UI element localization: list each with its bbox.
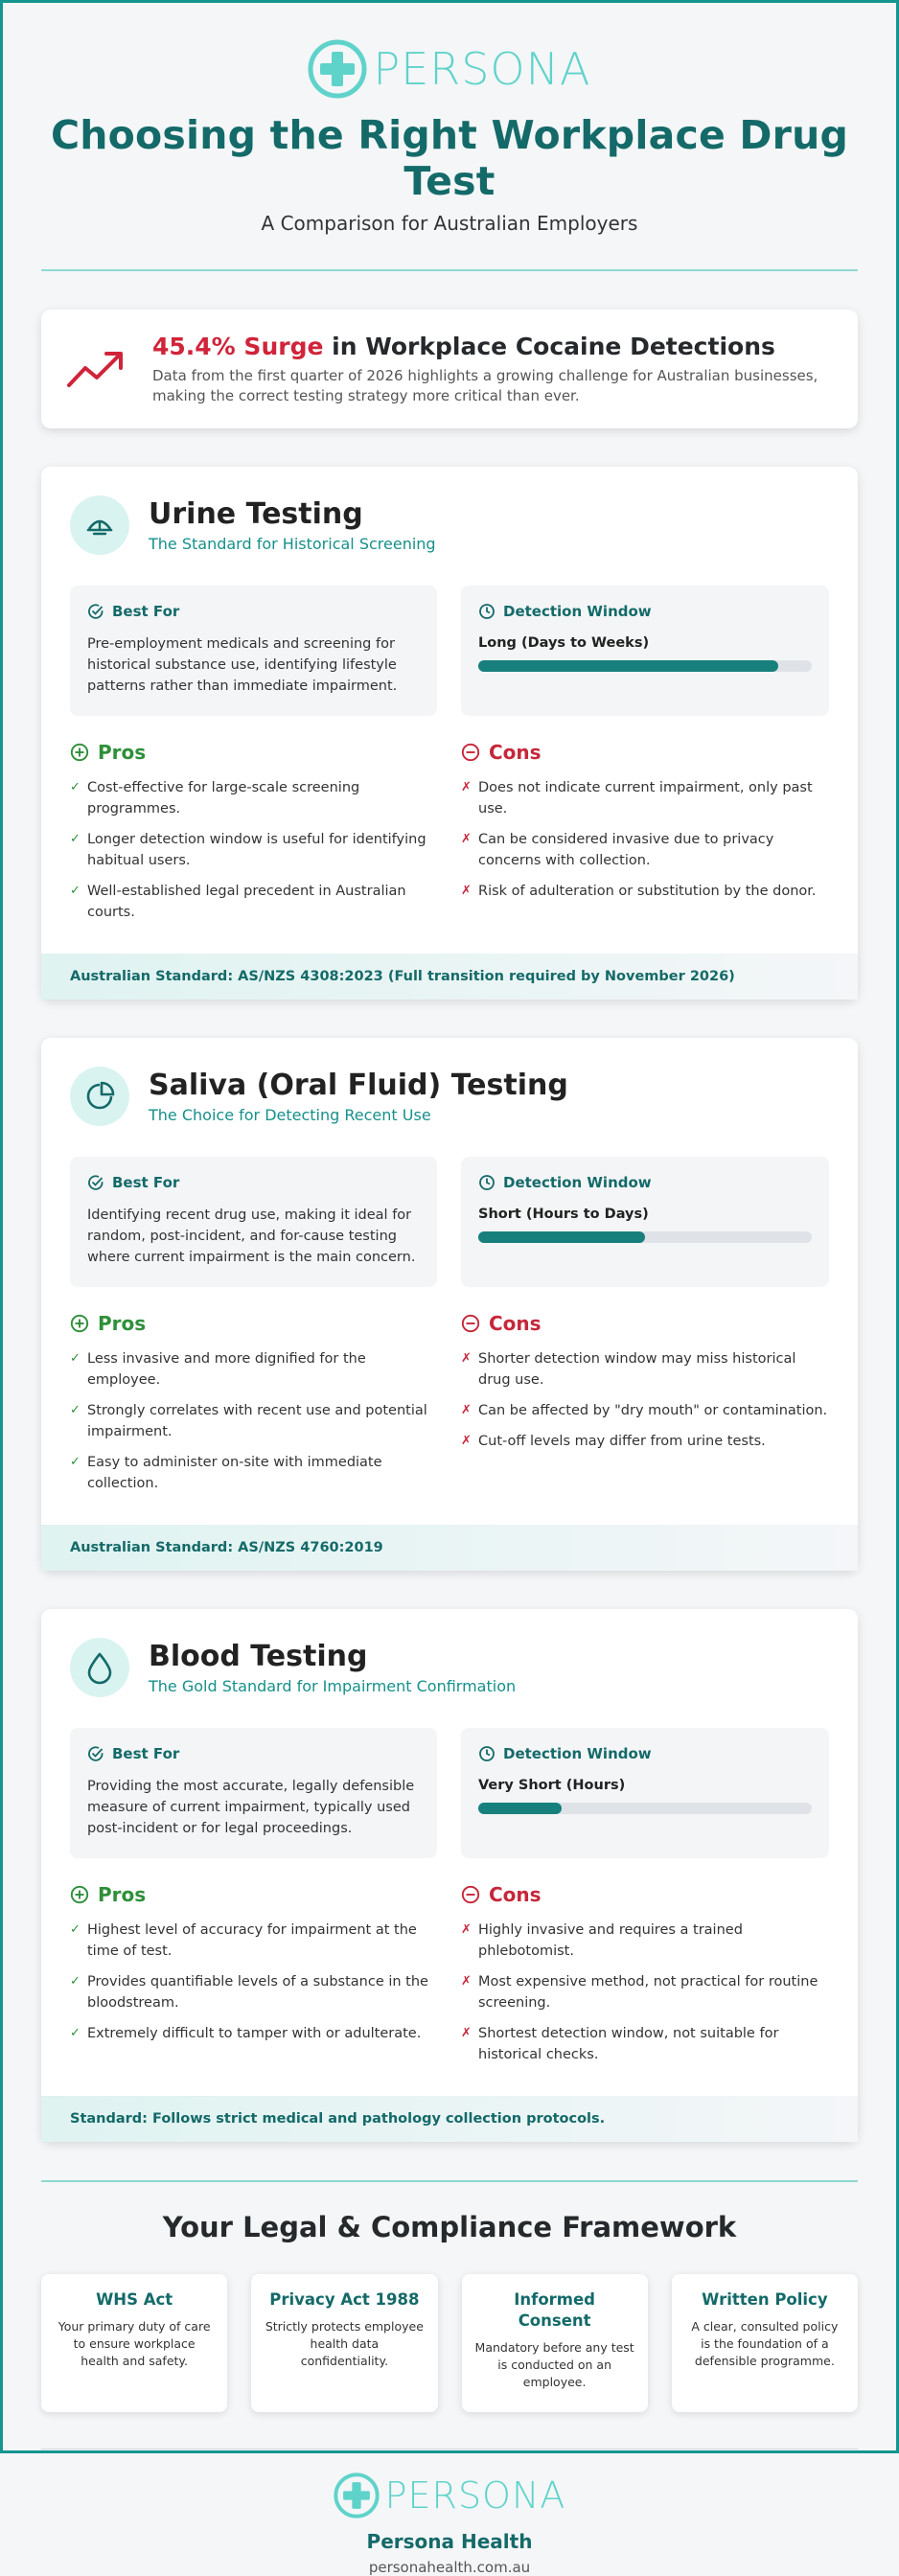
cons-column bbox=[461, 1312, 828, 1504]
best-for-label: Best For bbox=[112, 1174, 180, 1191]
check-icon: ✓ bbox=[70, 1974, 81, 1989]
detection-window-bar bbox=[478, 660, 812, 672]
detection-window-value: Very Short (Hours) bbox=[478, 1778, 626, 1793]
best-for-label: Best For bbox=[112, 603, 180, 620]
page-title: Choosing the Right Workplace Drug Test bbox=[50, 112, 849, 204]
clock-icon bbox=[478, 1745, 496, 1762]
detection-window-fill bbox=[478, 660, 778, 672]
detection-window-box bbox=[461, 1728, 829, 1858]
logo-cross-icon bbox=[334, 2472, 380, 2518]
con-item: ✗ Can be affected by "dry mouth" or contamination. bbox=[461, 1400, 828, 1421]
pro-item: ✓ Longer detection window is useful for identifying habitual users. bbox=[70, 829, 437, 871]
check-circle-icon bbox=[87, 603, 104, 620]
plus-circle-icon bbox=[70, 1314, 89, 1333]
pro-item: ✓ Easy to administer on-site with immediate collection. bbox=[70, 1452, 437, 1494]
pro-item: ✓ Cost-effective for large-scale screening programmes. bbox=[70, 777, 437, 819]
detection-window-label: Detection Window bbox=[503, 1174, 652, 1191]
cross-icon: ✗ bbox=[461, 780, 472, 794]
test-card-saliva bbox=[41, 1038, 858, 1571]
cross-icon: ✗ bbox=[461, 1974, 472, 1989]
detection-window-fill bbox=[478, 1803, 562, 1814]
footer-company-name: Persona Health bbox=[366, 2530, 533, 2553]
cross-icon: ✗ bbox=[461, 884, 472, 898]
cons-label: Cons bbox=[489, 1312, 542, 1335]
blood-drop-icon bbox=[70, 1638, 129, 1697]
con-item: ✗ Risk of adulteration or substitution by the donor. bbox=[461, 881, 828, 902]
legal-card-title: Written Policy bbox=[702, 2290, 828, 2309]
brand-logo bbox=[3, 39, 896, 99]
check-icon: ✓ bbox=[70, 884, 81, 898]
best-for-text: Providing the most accurate, legally defensible measure of current impairment, typically used post-incident or for legal proceedings. bbox=[87, 1779, 415, 1836]
legal-card-title: Privacy Act 1988 bbox=[269, 2290, 420, 2309]
standard-banner: Australian Standard: AS/NZS 4760:2019 bbox=[41, 1525, 858, 1571]
legal-card-title: WHS Act bbox=[96, 2290, 173, 2309]
divider bbox=[41, 269, 858, 271]
detection-window-value: Short (Hours to Days) bbox=[478, 1207, 649, 1222]
best-for-box bbox=[70, 1157, 437, 1287]
urine-cup-icon bbox=[70, 495, 129, 555]
clock-icon bbox=[478, 1174, 496, 1191]
cons-column bbox=[461, 741, 828, 932]
minus-circle-icon bbox=[461, 1885, 480, 1904]
clock-icon bbox=[478, 603, 496, 620]
legal-card-text: Strictly protects employee health data confidentiality. bbox=[265, 2319, 424, 2368]
surge-title-rest: in Workplace Cocaine Detections bbox=[323, 332, 775, 360]
con-item: ✗ Highly invasive and requires a trained phlebotomist. bbox=[461, 1920, 828, 1962]
pros-column bbox=[70, 741, 437, 932]
standard-banner: Australian Standard: AS/NZS 4308:2023 (Full transition required by November 2026) bbox=[41, 954, 858, 1000]
best-for-text: Pre-employment medicals and screening for historical substance use, identifying lifestyle patterns rather than immediate impairment. bbox=[87, 636, 398, 694]
detection-window-fill bbox=[478, 1231, 645, 1243]
plus-circle-icon bbox=[70, 1885, 89, 1904]
cons-column bbox=[461, 1883, 828, 2075]
best-for-box bbox=[70, 586, 437, 716]
detection-window-bar bbox=[478, 1803, 812, 1814]
check-circle-icon bbox=[87, 1745, 104, 1762]
con-item: ✗ Can be considered invasive due to privacy concerns with collection. bbox=[461, 829, 828, 871]
detection-window-value: Long (Days to Weeks) bbox=[478, 635, 650, 651]
plus-circle-icon bbox=[70, 743, 89, 762]
legal-card-text: Your primary duty of care to ensure workplace health and safety. bbox=[58, 2319, 211, 2368]
legal-card-whs bbox=[41, 2274, 227, 2412]
minus-circle-icon bbox=[461, 743, 480, 762]
cross-icon: ✗ bbox=[461, 1922, 472, 1937]
best-for-label: Best For bbox=[112, 1745, 180, 1762]
test-title: Saliva (Oral Fluid) Testing bbox=[149, 1069, 568, 1102]
test-card-blood bbox=[41, 1609, 858, 2142]
saliva-pie-icon bbox=[70, 1067, 129, 1126]
pro-item: ✓ Less invasive and more dignified for the employee. bbox=[70, 1348, 437, 1391]
cross-icon: ✗ bbox=[461, 832, 472, 846]
con-item: ✗ Shortest detection window, not suitable for historical checks. bbox=[461, 2023, 828, 2065]
minus-circle-icon bbox=[461, 1314, 480, 1333]
detection-window-label: Detection Window bbox=[503, 1745, 652, 1762]
check-icon: ✓ bbox=[70, 832, 81, 846]
pros-label: Pros bbox=[98, 1312, 147, 1335]
check-circle-icon bbox=[87, 1174, 104, 1191]
trend-up-icon bbox=[66, 347, 127, 391]
best-for-box bbox=[70, 1728, 437, 1858]
con-item: ✗ Does not indicate current impairment, only past use. bbox=[461, 777, 828, 819]
divider bbox=[41, 2180, 858, 2182]
legal-card-consent bbox=[462, 2274, 648, 2412]
legal-section-title: Your Legal & Compliance Framework bbox=[162, 2211, 737, 2243]
cross-icon: ✗ bbox=[461, 2026, 472, 2040]
detection-window-box bbox=[461, 1157, 829, 1287]
test-subtitle: The Choice for Detecting Recent Use bbox=[149, 1106, 431, 1124]
footer bbox=[3, 2450, 896, 2576]
check-icon: ✓ bbox=[70, 1922, 81, 1937]
page-subtitle: A Comparison for Australian Employers bbox=[261, 212, 638, 235]
check-icon: ✓ bbox=[70, 1351, 81, 1366]
test-subtitle: The Gold Standard for Impairment Confirmation bbox=[149, 1677, 517, 1695]
test-subtitle: The Standard for Historical Screening bbox=[149, 535, 436, 553]
pro-item: ✓ Provides quantifiable levels of a substance in the bloodstream. bbox=[70, 1971, 437, 2013]
logo-cross-icon bbox=[308, 39, 367, 99]
footer-logo bbox=[3, 2472, 896, 2518]
legal-card-privacy bbox=[251, 2274, 437, 2412]
standard-banner: Standard: Follows strict medical and pathology collection protocols. bbox=[41, 2096, 858, 2142]
con-item: ✗ Most expensive method, not practical for routine screening. bbox=[461, 1971, 828, 2013]
surge-title bbox=[152, 333, 833, 360]
pro-item: ✓ Strongly correlates with recent use and potential impairment. bbox=[70, 1400, 437, 1442]
cross-icon: ✗ bbox=[461, 1351, 472, 1366]
footer-website-link[interactable]: personahealth.com.au bbox=[368, 2559, 531, 2576]
pros-label: Pros bbox=[98, 1883, 147, 1906]
cons-label: Cons bbox=[489, 1883, 542, 1906]
check-icon: ✓ bbox=[70, 1403, 81, 1417]
check-icon: ✓ bbox=[70, 2026, 81, 2040]
cross-icon: ✗ bbox=[461, 1403, 472, 1417]
detection-window-bar bbox=[478, 1231, 812, 1243]
cons-label: Cons bbox=[489, 741, 542, 764]
pros-column bbox=[70, 1883, 437, 2075]
check-icon: ✓ bbox=[70, 1455, 81, 1469]
surge-highlight: 45.4% Surge bbox=[152, 332, 324, 360]
pros-column bbox=[70, 1312, 437, 1504]
legal-cards bbox=[3, 2243, 896, 2412]
detection-window-box bbox=[461, 586, 829, 716]
detection-window-label: Detection Window bbox=[503, 603, 652, 620]
best-for-text: Identifying recent drug use, making it ideal for random, post-incident, and for-cause testing where current impairment is the main concern. bbox=[87, 1208, 416, 1265]
pro-item: ✓ Well-established legal precedent in Australian courts. bbox=[70, 881, 437, 923]
brand-wordmark: PERSONA bbox=[373, 43, 591, 95]
legal-card-policy bbox=[672, 2274, 858, 2412]
check-icon: ✓ bbox=[70, 780, 81, 794]
pro-item: ✓ Extremely difficult to tamper with or adulterate. bbox=[70, 2023, 437, 2044]
test-card-urine bbox=[41, 467, 858, 1000]
con-item: ✗ Shorter detection window may miss historical drug use. bbox=[461, 1348, 828, 1391]
pro-item: ✓ Highest level of accuracy for impairment at the time of test. bbox=[70, 1920, 437, 1962]
surge-callout bbox=[41, 310, 858, 428]
pros-label: Pros bbox=[98, 741, 147, 764]
con-item: ✗ Cut-off levels may differ from urine tests. bbox=[461, 1431, 828, 1452]
surge-text: Data from the first quarter of 2026 highlights a growing challenge for Australian businesses, making the correct testing strategy more critical than ever. bbox=[152, 366, 818, 404]
test-title: Urine Testing bbox=[149, 497, 363, 531]
legal-card-title: Informed Consent bbox=[514, 2290, 595, 2330]
footer-wordmark: PERSONA bbox=[384, 2474, 566, 2517]
legal-card-text: Mandatory before any test is conducted on an employee. bbox=[474, 2340, 634, 2389]
legal-card-text: A clear, consulted policy is the foundation of a defensible programme. bbox=[691, 2319, 839, 2368]
cross-icon: ✗ bbox=[461, 1434, 472, 1448]
test-title: Blood Testing bbox=[149, 1640, 368, 1673]
header bbox=[3, 3, 896, 235]
